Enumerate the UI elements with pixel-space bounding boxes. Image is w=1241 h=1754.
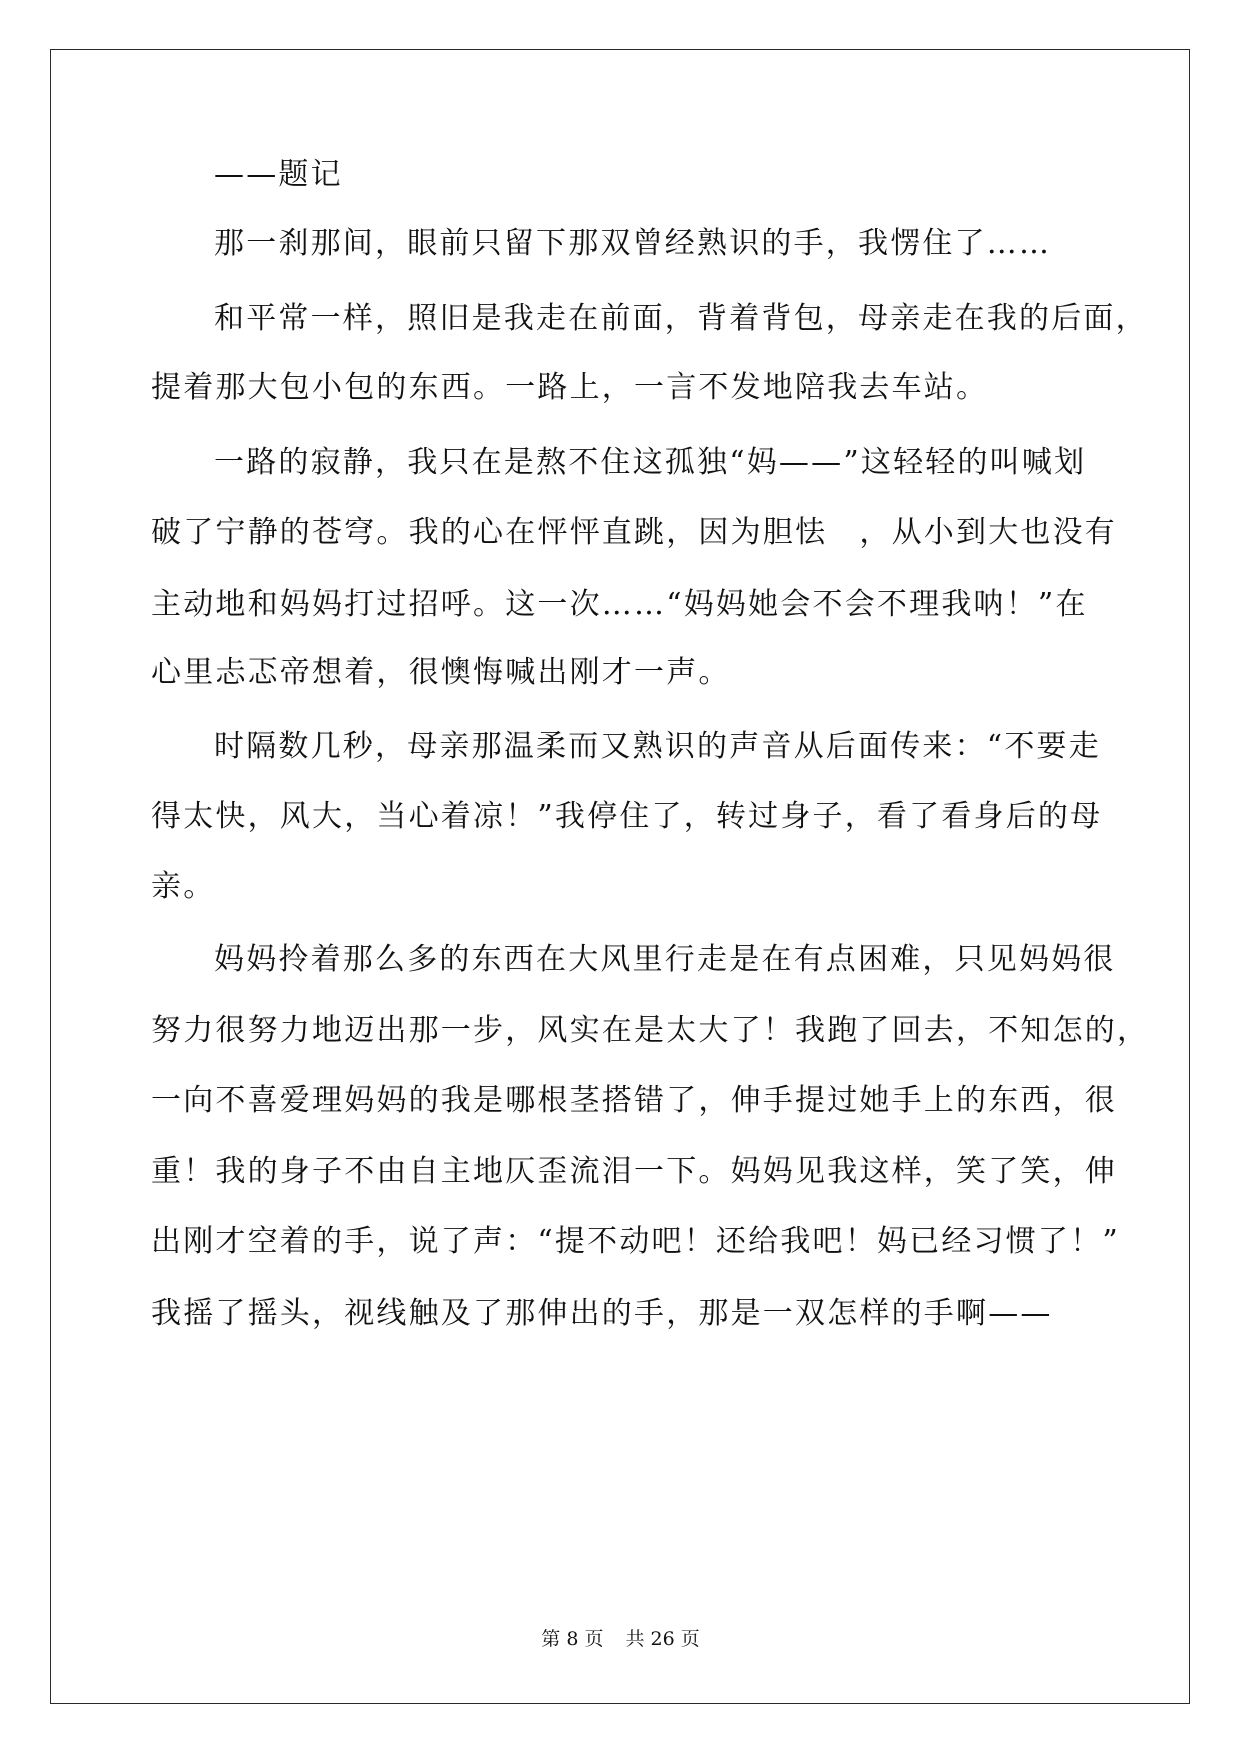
text-line: 主动地和妈妈打过招呼。这一次……“妈妈她会不会不理我呐！”在: [151, 587, 1088, 622]
text-line: ——题记: [214, 157, 343, 192]
total-pages: 共 26 页: [625, 1628, 700, 1650]
text-line: 出刚才空着的手，说了声：“提不动吧！还给我吧！妈已经习惯了！”: [151, 1224, 1120, 1259]
text-line: 那一刹那间，眼前只留下那双曾经熟识的手，我愣住了……: [214, 226, 1052, 261]
text-line: 妈妈拎着那么多的东西在大风里行走是在有点困难，只见妈妈很: [214, 942, 1116, 977]
text-line: 心里忐忑帝想着，很懊悔喊出刚才一声。: [151, 655, 731, 690]
page-number: 第 8 页: [541, 1628, 604, 1650]
text-line: 提着那大包小包的东西。一路上，一言不发地陪我去车站。: [151, 370, 989, 405]
text-line: 努力很努力地迈出那一步，风实在是太大了！我跑了回去，不知怎的，: [151, 1013, 1150, 1048]
text-line: 得太快，风大，当心着凉！”我停住了，转过身子，看了看身后的母: [151, 799, 1103, 834]
text-line: 亲。: [151, 869, 216, 904]
page-footer: [0, 1626, 1241, 1652]
text-line: 破了宁静的苍穹。我的心在怦怦直跳，因为胆怯 ，从小到大也没有: [151, 515, 1117, 550]
text-line: 一向不喜爱理妈妈的我是哪根茎搭错了，伸手提过她手上的东西，很: [151, 1083, 1117, 1118]
text-line: 一路的寂静，我只在是熬不住这孤独“妈——”这轻轻的叫喊划: [214, 445, 1087, 480]
text-line: 重！我的身子不由自主地仄歪流泪一下。妈妈见我这样，笑了笑，伸: [151, 1154, 1117, 1189]
text-line: 我摇了摇头，视线触及了那伸出的手，那是一双怎样的手啊——: [151, 1296, 1053, 1331]
text-line: 和平常一样，照旧是我走在前面，背着背包，母亲走在我的后面，: [214, 301, 1148, 336]
text-line: 时隔数几秒，母亲那温柔而又熟识的声音从后面传来：“不要走: [214, 729, 1101, 764]
